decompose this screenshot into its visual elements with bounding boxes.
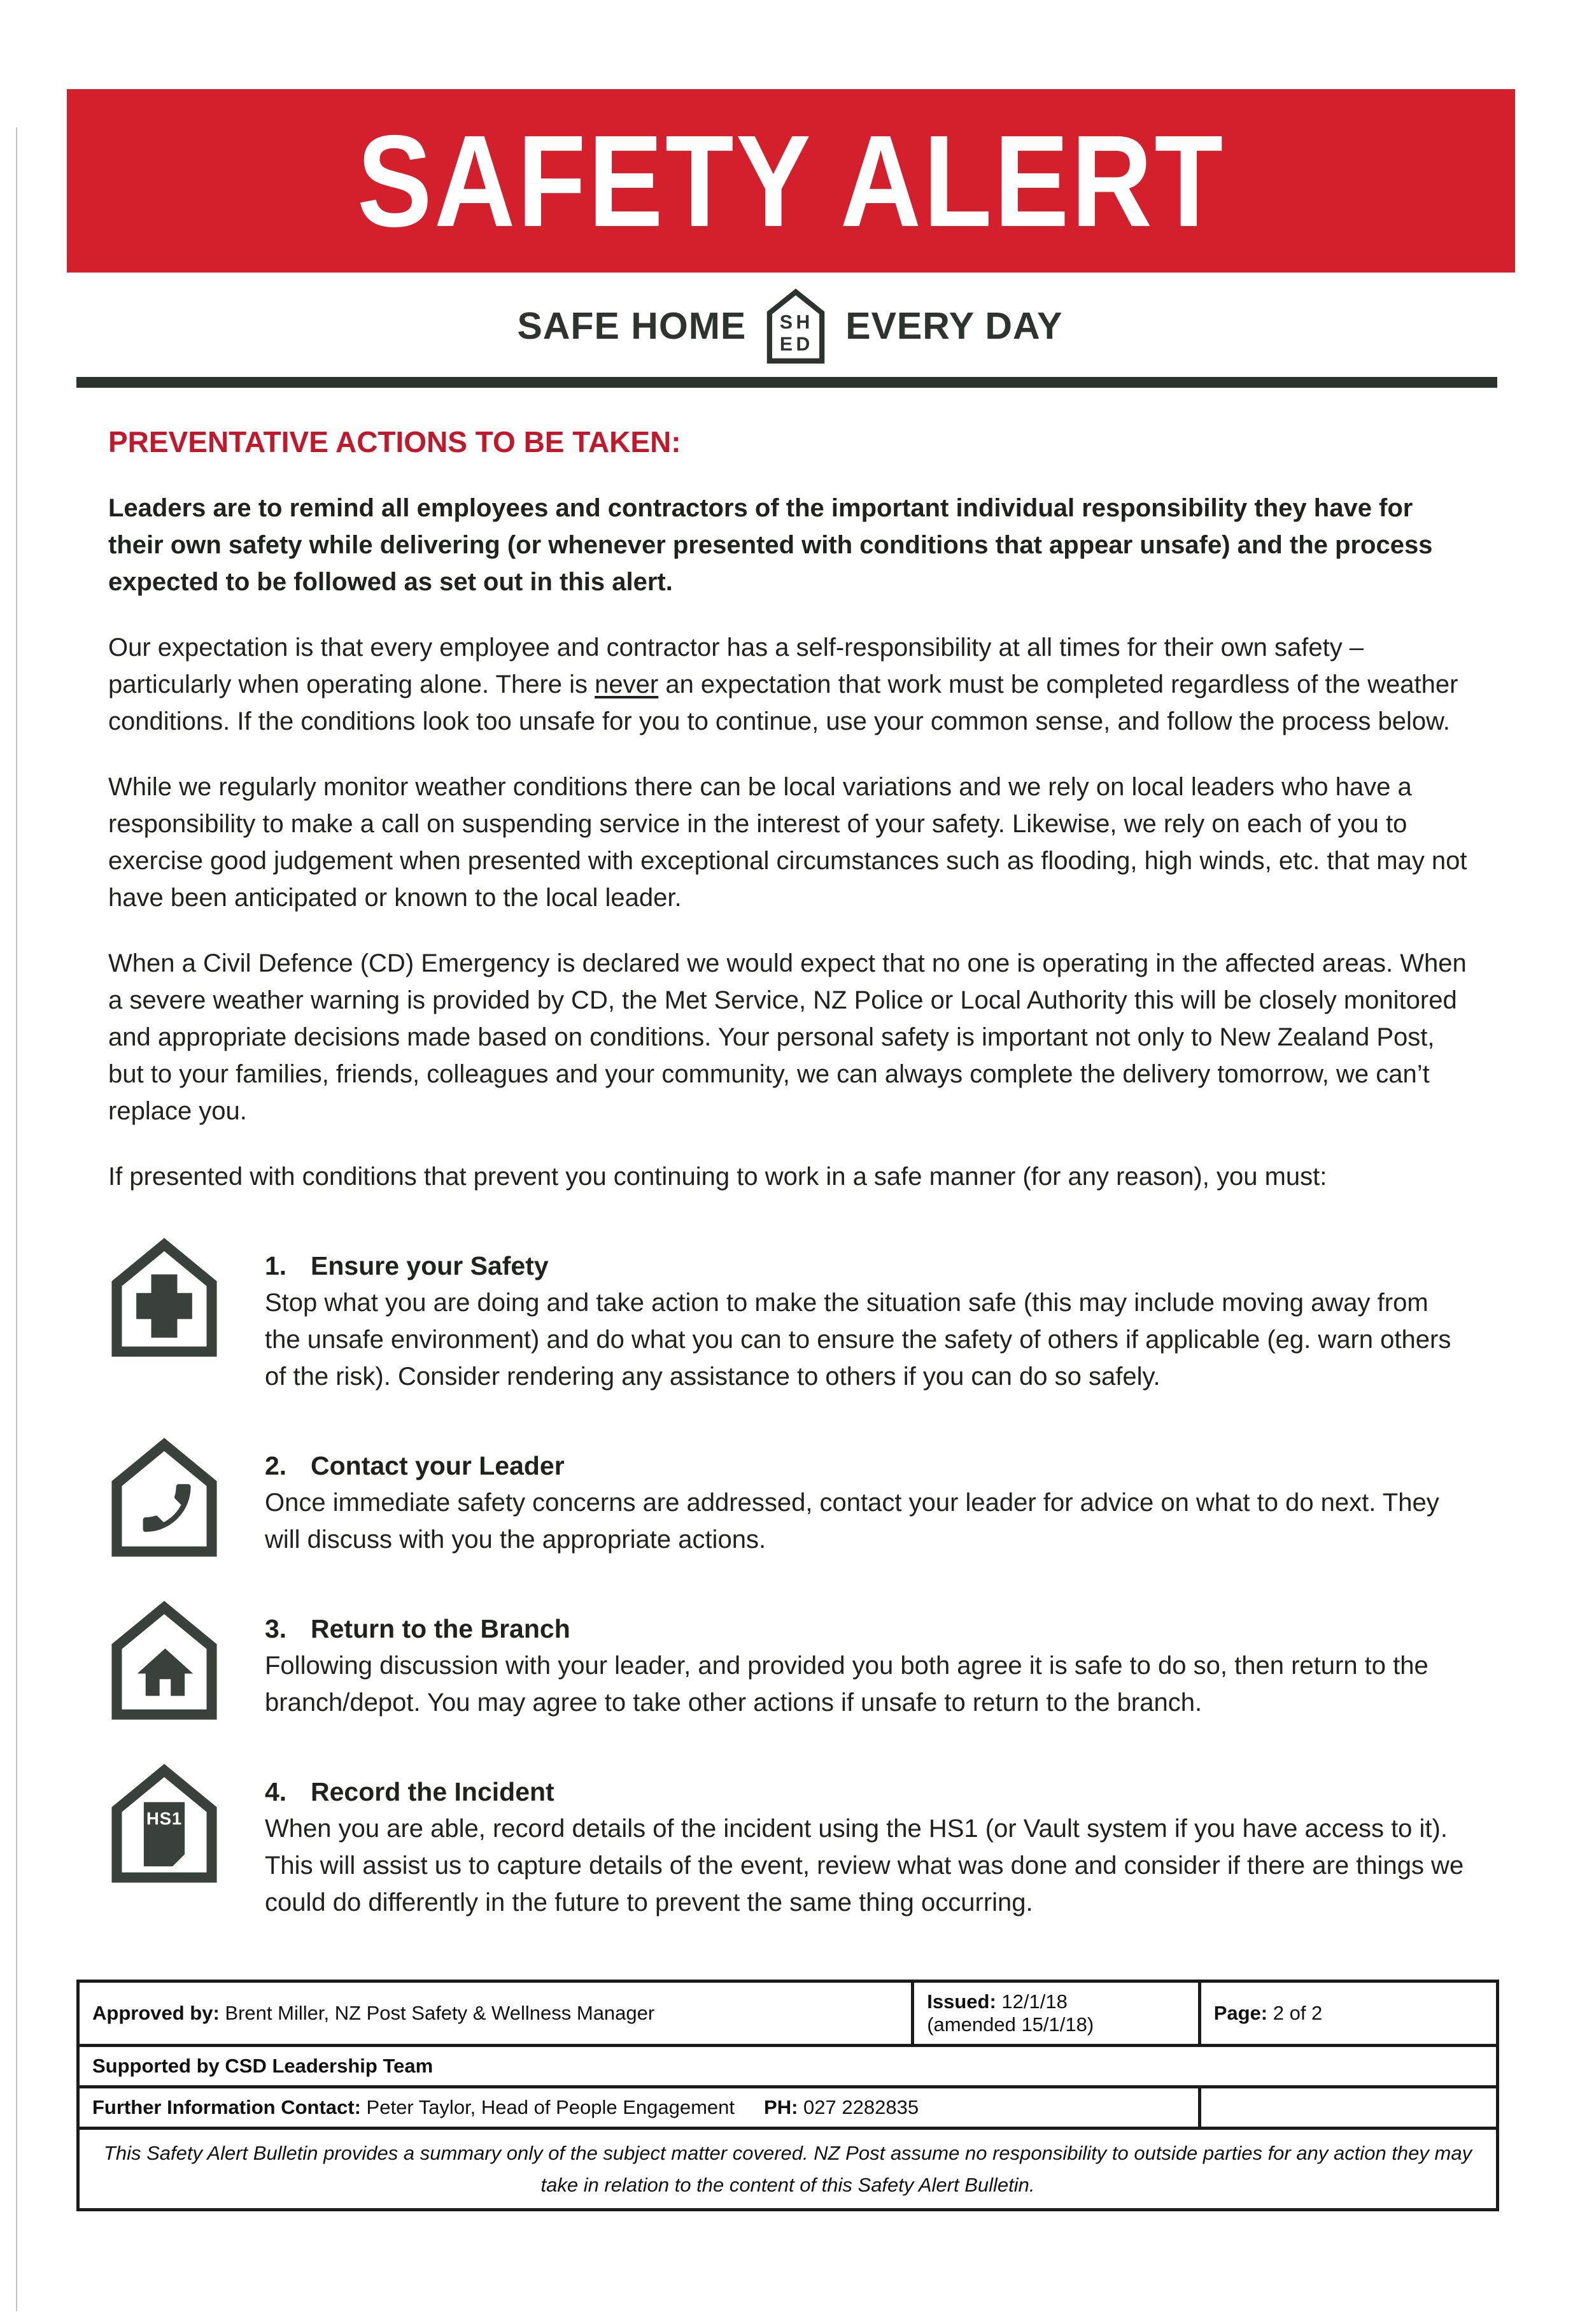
step-4-number: 4.: [265, 1777, 287, 1806]
step-4-title-text: Record the Incident: [311, 1777, 554, 1806]
conditions-intro-paragraph: If presented with conditions that prevent you continuing to work in a safe manner (for any reason), you must:: [108, 1163, 1327, 1191]
footer-table: [76, 1980, 1499, 2211]
step-1-title-text: Ensure your Safety: [311, 1251, 549, 1280]
supported-text: Supported by CSD Leadership Team: [92, 2055, 434, 2077]
contact-empty-cell: [1199, 2087, 1497, 2129]
issued-label: Issued:: [927, 1990, 996, 2013]
shed-logo-line1: SH: [780, 312, 814, 334]
step-2-title: [265, 1447, 1471, 1484]
step-return-branch: [108, 1600, 1471, 1721]
shed-logo-line2: ED: [780, 334, 814, 355]
disclaimer-cell: [78, 2129, 1498, 2210]
monitoring-paragraph: While we regularly monitor weather conditions there can be local variations and we rely on local leaders who have a responsibility to make a call on suspending service in the interest of your safety. Likewise, we rely on each of you to exercise good judgement when presented with exceptional circumstances such as flooding, high winds, etc. that may not have been anticipated or known to the local leader.: [108, 773, 1467, 912]
phone-label: PH:: [764, 2096, 798, 2118]
step-2-body: [265, 1437, 1471, 1558]
phone-value: 027 2282835: [803, 2096, 919, 2118]
house-phone-icon: [108, 1437, 220, 1558]
shed-house-logo-icon: [765, 287, 826, 365]
step-1-text: Stop what you are doing and take action to make the situation safe (this may include moving away from the unsafe environment) and do what you can to ensure the safety of others if applicable (eg. warn others of the risk). Consider rendering any assistance to others if you can do so safely.: [265, 1289, 1451, 1391]
step-3-title-text: Return to the Branch: [311, 1614, 570, 1643]
step-3-body: [265, 1600, 1471, 1721]
contact-cell: [78, 2087, 1200, 2129]
approved-by-label: Approved by:: [92, 2002, 220, 2024]
footer-row-disclaimer: [78, 2129, 1498, 2210]
footer-row-approved: [78, 1981, 1498, 2046]
step-1-number: 1.: [265, 1251, 287, 1280]
page-cell: [1199, 1981, 1497, 2046]
safe-home-label: SAFE HOME: [517, 305, 747, 347]
step-4-text: When you are able, record details of the incident using the HS1 (or Vault system if you have access to it). This will assist us to capture details of the event, review what was done and consider if there are things we could do differently in the future to prevent the same thing occurring.: [265, 1815, 1464, 1917]
section-heading: PREVENTATIVE ACTIONS TO BE TAKEN:: [108, 425, 681, 458]
step-ensure-safety: [108, 1237, 1471, 1395]
step-3-number: 3.: [265, 1614, 287, 1643]
step-2-title-text: Contact your Leader: [311, 1451, 565, 1480]
expectation-text-after: an expectation that work must be completed regardless of the weather conditions. If the conditions look too unsafe for you to continue, use your common sense, and follow the process below.: [108, 670, 1458, 735]
step-1-body: [265, 1237, 1471, 1395]
approved-by-value: Brent Miller, NZ Post Safety & Wellness Manager: [225, 2002, 655, 2024]
never-underlined: never: [595, 670, 659, 698]
issued-cell: [913, 1981, 1199, 2046]
step-2-number: 2.: [265, 1451, 287, 1480]
supported-cell: [78, 2046, 1498, 2087]
page-label: Page:: [1213, 2002, 1268, 2024]
lead-paragraph: Leaders are to remind all employees and contractors of the important individual responsibility they have for their own safety while delivering (or whenever presented with conditions that appear unsafe) and the process expected to be followed as set out in this alert.: [108, 494, 1433, 596]
issued-amended: (amended 15/1/18): [927, 2013, 1094, 2036]
house-hs1-icon: [108, 1763, 220, 1884]
expectation-text-before: Our expectation is that every employee and contractor has a self-responsibility at all times for their own safety – particularly when operating alone. There is: [108, 634, 1364, 698]
step-4-body: [265, 1763, 1471, 1921]
every-day-label: EVERY DAY: [845, 305, 1063, 347]
document-body: [108, 425, 1471, 1921]
step-record-incident: [108, 1763, 1471, 1921]
issued-line: [927, 1990, 1185, 2013]
expectation-paragraph: [108, 629, 1471, 740]
step-4-title: [265, 1773, 1471, 1810]
scan-edge-artifact: [16, 127, 17, 2311]
contact-label: Further Information Contact:: [92, 2096, 361, 2118]
approved-by-cell: [78, 1981, 913, 2046]
step-3-text: Following discussion with your leader, and provided you both agree it is safe to do so, then return to the branch/depot. You may agree to take other actions if unsafe to return to the branch.: [265, 1652, 1428, 1717]
contact-value: Peter Taylor, Head of People Engagement: [366, 2096, 735, 2118]
civil-defence-paragraph: When a Civil Defence (CD) Emergency is declared we would expect that no one is operating in the affected areas. When a severe weather warning is provided by CD, the Met Service, NZ Police or Local Authority this will be closely monitored and appropriate decisions made based on conditions. Your personal safety is important not only to New Zealand Post, but to your families, friends, colleagues and your community, we can always complete the delivery tomorrow, we can’t replace you.: [108, 949, 1467, 1125]
footer-row-supported: [78, 2046, 1498, 2087]
safety-alert-banner: [67, 89, 1515, 273]
hs1-label: HS1: [146, 1808, 183, 1829]
header-divider: [76, 377, 1497, 388]
disclaimer-line2: take in relation to the content of this Safety Alert Bulletin.: [540, 2173, 1035, 2196]
shed-header: [0, 275, 1580, 377]
page-value: 2 of 2: [1273, 2002, 1323, 2024]
house-home-icon: [108, 1600, 220, 1721]
step-3-title: [265, 1610, 1471, 1647]
house-cross-icon: [108, 1237, 220, 1358]
disclaimer-line1: This Safety Alert Bulletin provides a summary only of the subject matter covered. NZ Post assume no responsibility to outside parties for any action they may: [103, 2142, 1472, 2164]
footer-row-contact: [78, 2087, 1498, 2129]
banner-title: SAFETY ALERT: [356, 108, 1225, 254]
step-1-title: [265, 1247, 1471, 1284]
step-2-text: Once immediate safety concerns are addressed, contact your leader for advice on what to do next. They will discuss with you the appropriate actions.: [265, 1489, 1439, 1554]
issued-value: 12/1/18: [1001, 1990, 1068, 2013]
step-contact-leader: [108, 1437, 1471, 1558]
